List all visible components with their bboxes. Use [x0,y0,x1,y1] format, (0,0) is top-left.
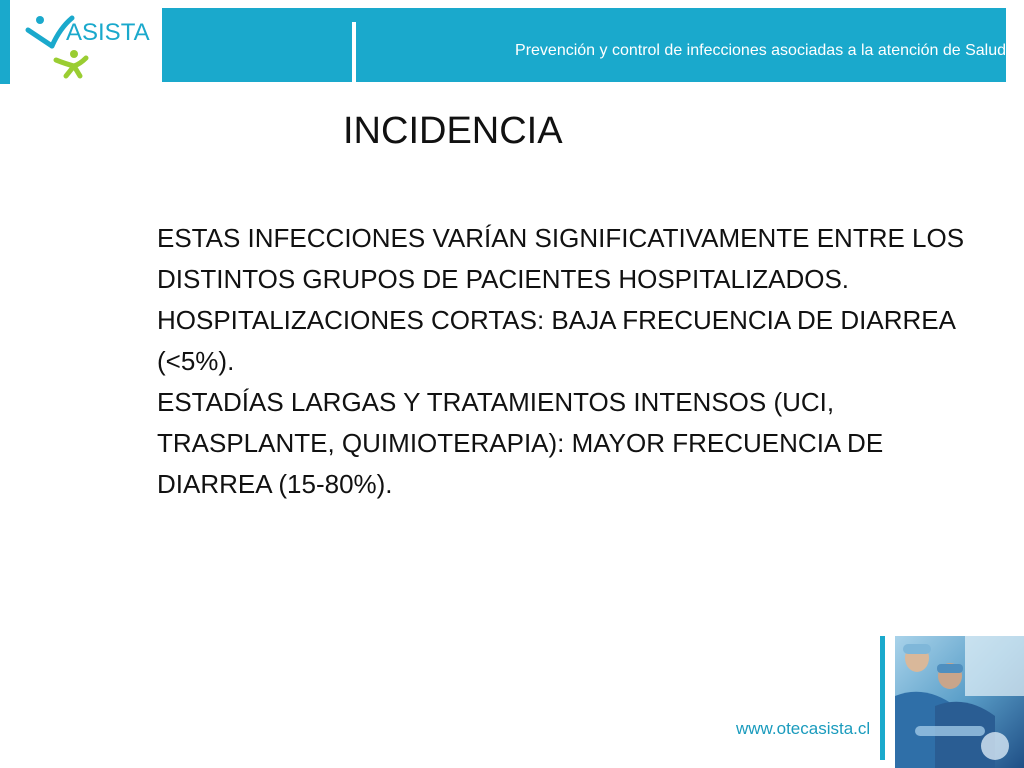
header-title: Prevención y control de infecciones asociadas a la atención de Salud [515,42,1006,59]
surgery-team-photo [895,636,1024,768]
left-accent-stripe [0,0,10,84]
header-divider [352,22,356,82]
body-paragraph: HOSPITALIZACIONES CORTAS: BAJA FRECUENCIA DE DIARREA (<5%). [157,305,955,376]
footer-website-link[interactable]: www.otecasista.cl [736,719,871,738]
slide-title: INCIDENCIA [343,110,563,152]
body-paragraph: ESTADÍAS LARGAS Y TRATAMIENTOS INTENSOS (UCI, TRASPLANTE, QUIMIOTERAPIA): MAYOR FRECUENCIA DE DIARREA (15-80%). [157,387,884,499]
slide-body [157,218,977,505]
footer-accent-bar [880,636,885,760]
asista-logo [22,8,152,82]
body-paragraph: ESTAS INFECCIONES VARÍAN SIGNIFICATIVAMENTE ENTRE LOS DISTINTOS GRUPOS DE PACIENTES HOSPITALIZADOS. [157,223,965,294]
logo-text: ASISTA [66,19,150,46]
